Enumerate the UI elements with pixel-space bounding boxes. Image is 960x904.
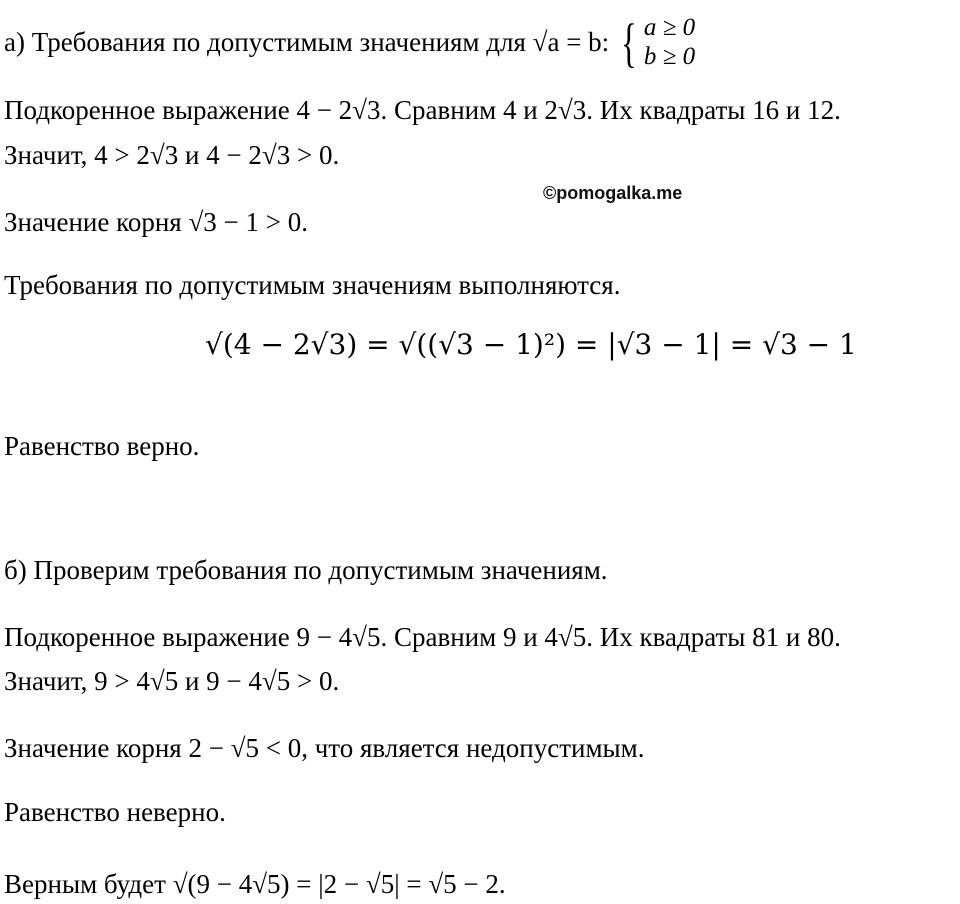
part-b-line2: Значит, 9 > 4√5 и 9 − 4√5 > 0. [4, 666, 340, 696]
case-b: b ≥ 0 [643, 42, 696, 70]
part-a-intro-line [4, 14, 695, 72]
cases-system [616, 14, 695, 72]
part-a-intro: а) Требования по допустимым значениям для √a = b: [4, 26, 610, 57]
case-a: a ≥ 0 [643, 14, 696, 41]
watermark: ©pomogalka.me [543, 183, 683, 203]
main-formula: √(4 − 2√3) = √((√3 − 1)²) = |√3 − 1| = √3 − 1 [205, 328, 857, 361]
part-b-line3: Значение корня 2 − √5 < 0, что является недопустимым. [4, 733, 645, 763]
part-a-line1: Подкоренное выражение 4 − 2√3. Сравним 4 и 2√3. Их квадраты 16 и 12. [4, 95, 841, 125]
part-a-line2: Значит, 4 > 2√3 и 4 − 2√3 > 0. [4, 140, 340, 170]
brace: { [621, 12, 637, 73]
part-a-line3: Значение корня √3 − 1 > 0. [4, 207, 308, 237]
part-b-correct: Верным будет √(9 − 4√5) = |2 − √5| = √5 − 2. [4, 869, 506, 899]
part-b-line1: Подкоренное выражение 9 − 4√5. Сравним 9 и 4√5. Их квадраты 81 и 80. [4, 622, 841, 652]
part-b-intro: б) Проверим требования по допустимым значениям. [4, 555, 608, 585]
part-a-conclusion: Равенство верно. [4, 431, 200, 461]
part-b-conclusion: Равенство неверно. [4, 797, 226, 827]
part-a-line4: Требования по допустимым значениям выполняются. [4, 270, 621, 300]
cases [644, 14, 695, 72]
